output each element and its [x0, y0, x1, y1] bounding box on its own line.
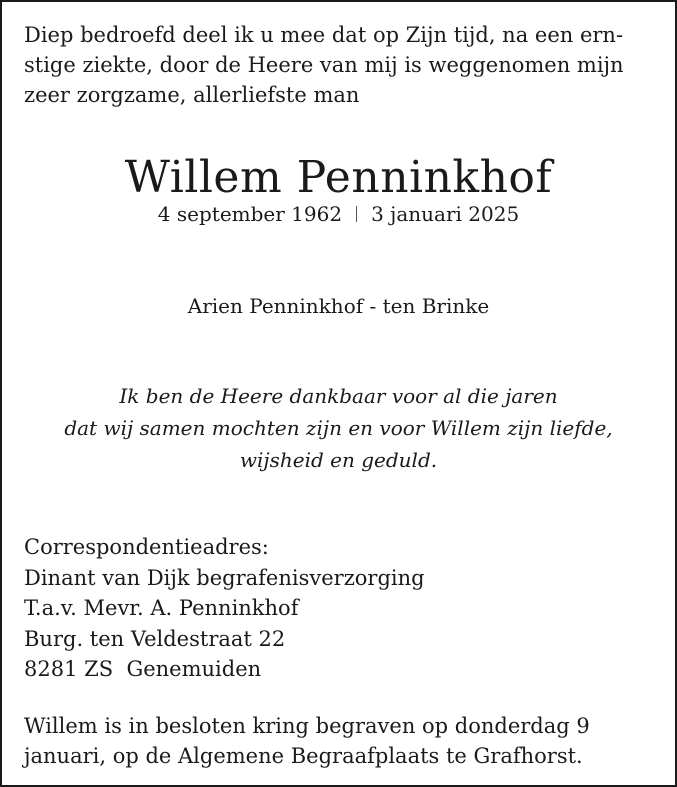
burial-notice: [24, 711, 654, 771]
quote-line: Ik ben de Heere dankbaar voor al die jaren: [119, 384, 558, 408]
quote-line: dat wij samen mochten zijn en voor Willem zijn liefde,: [64, 416, 613, 440]
burial-line: januari, op de Algemene Begraafplaats te Grafhorst.: [24, 744, 583, 768]
address-heading: Correspondentieadres:: [24, 535, 269, 559]
deceased-name: Willem Penninkhof: [124, 152, 553, 203]
birth-date: 4 september 1962: [157, 202, 343, 226]
intro-line: stige ziekte, door de Heere van mij is weggenomen mijn: [24, 53, 624, 77]
spouse-name: Arien Penninkhof - ten Brinke: [187, 294, 490, 318]
address-street: Burg. ten Veldestraat 22: [24, 626, 286, 651]
date-separator: [356, 206, 357, 222]
death-date: 3 januari 2025: [371, 202, 520, 226]
correspondence-address: [24, 532, 654, 685]
address-attention: T.a.v. Mevr. A. Penninkhof: [24, 596, 299, 620]
quote-text: [2, 380, 675, 476]
intro-line: Diep bedroefd deel ik u mee dat op Zijn tijd, na een ern-: [24, 23, 624, 47]
burial-line: Willem is in besloten kring begraven op donderdag 9: [24, 714, 590, 738]
address-postal-city: 8281 ZS Genemuiden: [24, 657, 262, 681]
life-dates: [2, 200, 675, 228]
address-company: Dinant van Dijk begrafenisverzorging: [24, 565, 425, 590]
intro-line: zeer zorgzame, allerliefste man: [24, 83, 360, 107]
quote-line: wijsheid en geduld.: [239, 448, 438, 472]
intro-text: [24, 20, 654, 110]
